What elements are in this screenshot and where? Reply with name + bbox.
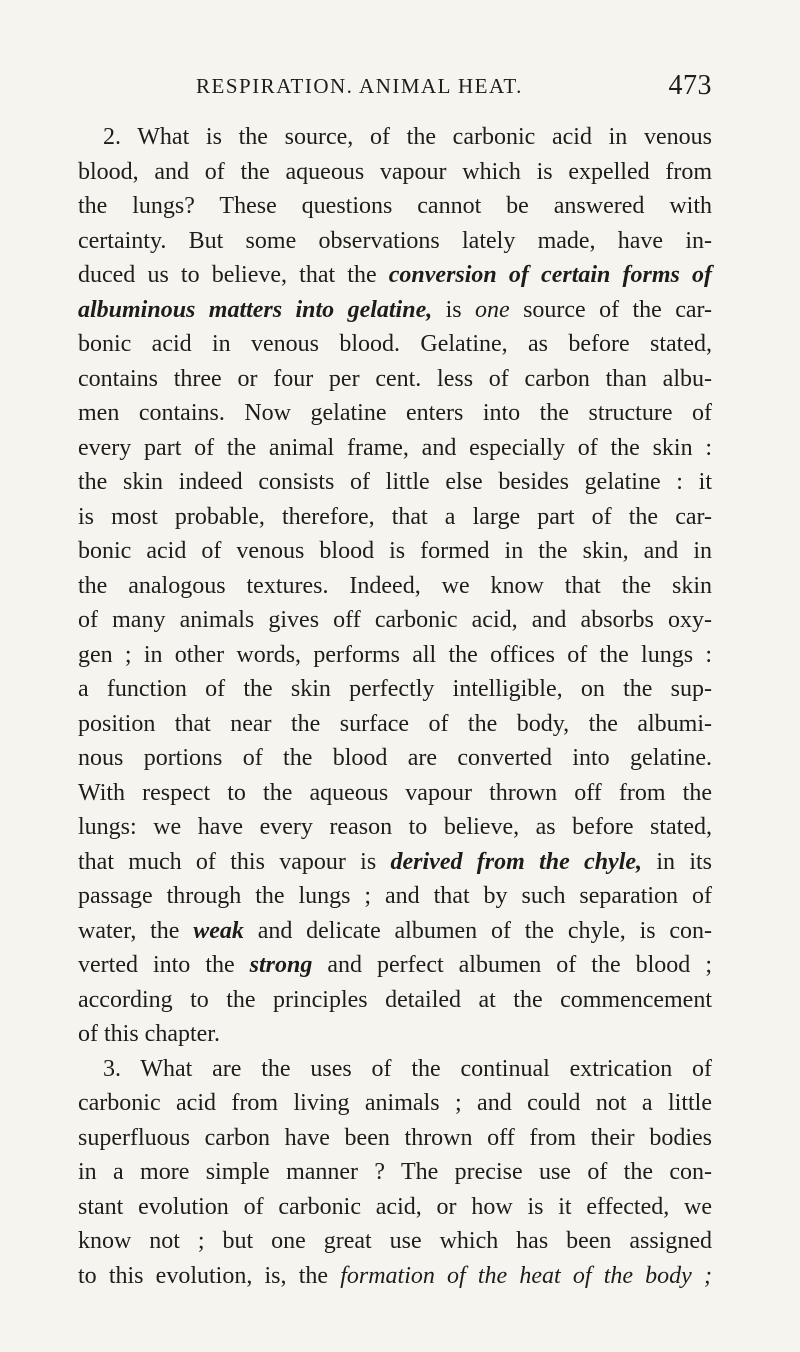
emphasized-text: albuminous matters into gelatine,: [78, 296, 433, 323]
text-segment: the lungs? These questions cannot be answered with: [78, 193, 712, 219]
text-line: [78, 879, 712, 914]
text-segment: the skin indeed consists of little else besides gelatine : it: [78, 469, 712, 495]
text-line: [78, 534, 712, 569]
text-segment: and delicate albumen of the chyle, is con-: [243, 917, 713, 944]
text-line: [78, 189, 712, 224]
text-segment: of many animals gives off carbonic acid, and absorbs oxy-: [78, 607, 712, 633]
text-segment: in a more simple manner ? The precise use of the con-: [78, 1159, 712, 1185]
text-segment: men contains. Now gelatine enters into the structure of: [78, 400, 712, 426]
text-line: [78, 638, 712, 673]
text-line: [78, 1086, 712, 1121]
text-line: [78, 810, 712, 845]
text-line: [78, 120, 712, 155]
text-segment: contains three or four per cent. less of carbon than albu-: [78, 365, 712, 392]
text-line: [78, 741, 712, 776]
text-line: [78, 327, 712, 362]
text-segment: carbonic acid from living animals ; and could not a little: [78, 1090, 712, 1116]
text-line: [78, 983, 712, 1018]
text-line: [78, 707, 712, 742]
emphasized-text: derived from the chyle,: [390, 848, 643, 875]
text-segment: verted into the: [78, 952, 250, 978]
emphasized-text: one: [475, 296, 510, 323]
text-segment: passage through the lungs ; and that by such separation of: [78, 883, 712, 909]
text-segment: nous portions of the blood are converted into gelatine.: [78, 745, 712, 771]
emphasized-text: conversion of certain forms of: [388, 262, 713, 288]
text-segment: is most probable, therefore, that a large part of the car-: [78, 503, 712, 530]
text-line: [78, 396, 712, 431]
page-number: 473: [668, 70, 712, 101]
text-segment: and perfect albumen of the blood ;: [312, 952, 712, 978]
running-head: RESPIRATION. ANIMAL HEAT.: [196, 74, 523, 98]
text-line: [78, 914, 712, 949]
text-segment: position that near the surface of the body, the albumi-: [78, 710, 712, 737]
text-line: [78, 1121, 712, 1156]
text-line: [78, 603, 712, 638]
text-line: [78, 1224, 712, 1259]
text-segment: superfluous carbon have been thrown off from their bodies: [78, 1124, 712, 1151]
text-segment: of this chapter.: [78, 1021, 220, 1047]
emphasized-text: formation of the heat of the body ;: [340, 1262, 712, 1289]
text-line: [78, 1155, 712, 1190]
text-segment: a function of the skin perfectly intelligible, on the sup-: [78, 676, 712, 702]
text-segment: every part of the animal frame, and especially of the skin :: [78, 434, 712, 461]
text-segment: duced us to believe, that the: [78, 262, 389, 288]
text-segment: 3. What are the uses of the continual extrication of: [103, 1055, 712, 1082]
text-segment: that much of this vapour is: [78, 848, 391, 875]
text-line: [78, 500, 712, 535]
text-segment: stant evolution of carbonic acid, or how is it effected, we: [78, 1193, 712, 1220]
text-line: [78, 1052, 712, 1087]
text-segment: to this evolution, is, the: [78, 1262, 341, 1289]
emphasized-text: weak: [193, 917, 244, 944]
text-line: [78, 948, 712, 983]
text-segment: is: [432, 296, 476, 323]
body-text: [78, 120, 712, 1293]
text-segment: source of the car-: [509, 296, 713, 323]
text-segment: blood, and of the aqueous vapour which is expelled from: [78, 158, 712, 185]
text-line: [78, 672, 712, 707]
text-segment: With respect to the aqueous vapour thrown off from the: [78, 779, 712, 806]
emphasized-text: strong: [249, 952, 313, 978]
text-segment: water, the: [78, 917, 194, 944]
text-segment: according to the principles detailed at the commencement: [78, 986, 712, 1013]
text-segment: lungs: we have every reason to believe, as before stated,: [78, 814, 712, 840]
text-line: [78, 1259, 712, 1294]
text-segment: bonic acid in venous blood. Gelatine, as before stated,: [78, 331, 712, 357]
text-line: [78, 776, 712, 811]
text-line: [78, 293, 712, 328]
text-segment: know not ; but one great use which has been assigned: [78, 1228, 712, 1254]
text-line: [78, 569, 712, 604]
text-segment: gen ; in other words, performs all the offices of the lungs :: [78, 641, 712, 668]
text-line: [78, 258, 712, 293]
text-line: [78, 431, 712, 466]
text-segment: 2. What is the source, of the carbonic acid in venous: [103, 124, 712, 150]
text-line: [78, 155, 712, 190]
text-line: [78, 845, 712, 880]
text-segment: bonic acid of venous blood is formed in the skin, and in: [78, 538, 712, 564]
text-line: [78, 1017, 712, 1052]
text-line: [78, 224, 712, 259]
text-line: [78, 362, 712, 397]
text-line: [78, 1190, 712, 1225]
text-segment: in its: [642, 848, 713, 875]
text-line: [78, 465, 712, 500]
text-segment: certainty. But some observations lately made, have in-: [78, 227, 712, 254]
page-header: [196, 72, 712, 108]
text-segment: the analogous textures. Indeed, we know that the skin: [78, 572, 712, 599]
